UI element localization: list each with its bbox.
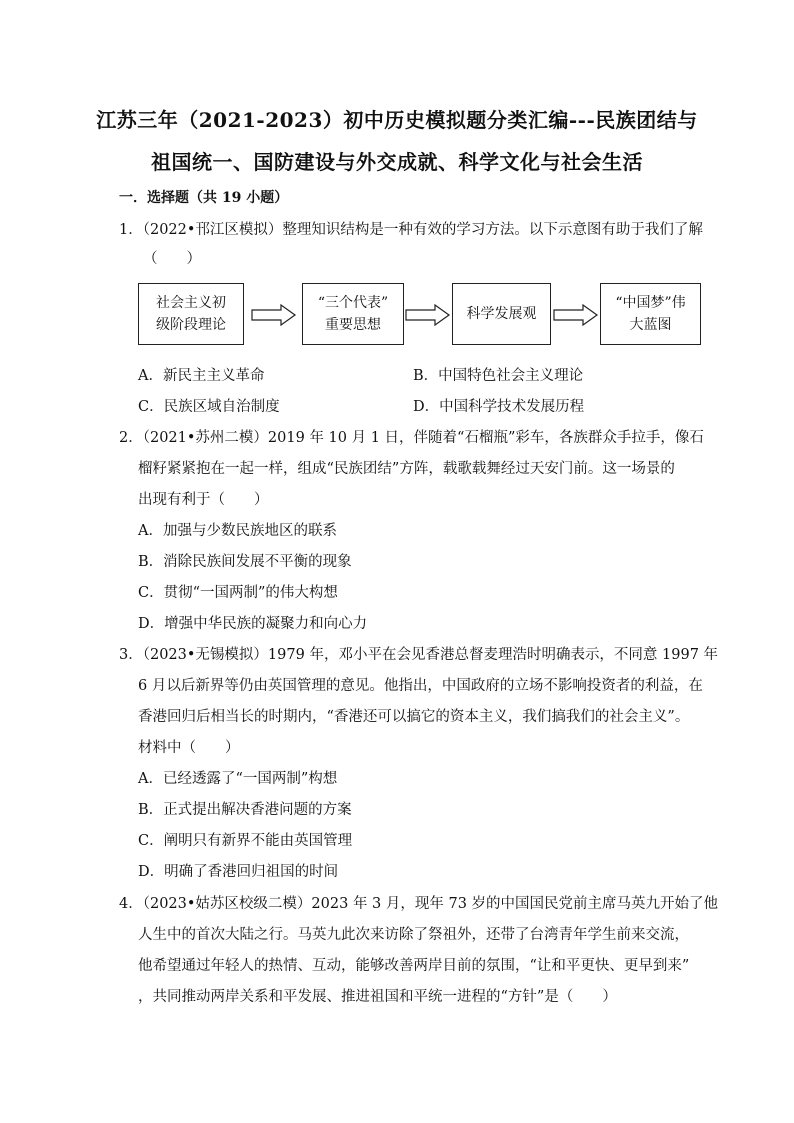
- q1-option-a: A．新民主主义革命: [138, 368, 265, 384]
- q4-stem-line-2: 人生中的首次大陆之行。马英九此次来访除了祭祖外，还带了台湾青年学生前来交流，: [138, 927, 689, 943]
- diagram-arrow-1: [251, 304, 297, 326]
- q3-option-a: A．已经透露了“一国两制”构想: [138, 771, 338, 787]
- diagram-box-4-line-1: “中国梦”伟: [615, 295, 686, 311]
- q3-option-b: B．正式提出解决香港问题的方案: [138, 802, 352, 818]
- diagram-box-4-line-2: 大蓝图: [629, 317, 672, 333]
- diagram-box-3: [452, 283, 551, 345]
- diagram-box-1-line-1: 社会主义初: [156, 295, 226, 311]
- diagram-box-2-line-2: 重要思想: [324, 317, 381, 333]
- q2-stem-line-3: 出现有利于（ ）: [138, 492, 269, 508]
- q1-stem-line-2: （ ）: [143, 251, 201, 267]
- document-title-line-2: 祖国统一、国防建设与外交成就、科学文化与社会生活: [151, 150, 643, 174]
- q1-option-b: B．中国特色社会主义理论: [413, 368, 584, 384]
- section-heading: 一．选择题（共 19 小题）: [119, 190, 289, 206]
- diagram-box-2: [302, 283, 404, 345]
- diagram-box-4: [600, 283, 701, 345]
- q2-option-b: B．消除民族间发展不平衡的现象: [138, 554, 352, 570]
- q1-option-c: C．民族区域自治制度: [138, 399, 280, 415]
- document-title-line-1: 江苏三年（2021-2023）初中历史模拟题分类汇编---民族团结与: [96, 108, 698, 132]
- q2-option-d: D．增强中华民族的凝聚力和向心力: [138, 616, 368, 632]
- q3-option-c: C．阐明只有新界不能由英国管理: [138, 833, 353, 849]
- q3-stem-line-2: 6 月以后新界等仍由英国管理的意见。他指出，中国政府的立场不影响投资者的利益，在: [138, 678, 703, 694]
- q4-stem-line-1: 4．（2023•姑苏区校级二模）2023 年 3 月，现年 73 岁的中国国民党前主席马英九开始了他: [119, 896, 719, 912]
- q4-stem-line-3: 他希望通过年轻人的热情、互动，能够改善两岸目前的氛围，“让和平更快、更早到来”: [138, 958, 690, 974]
- q3-option-d: D．明确了香港回归祖国的时间: [138, 864, 339, 880]
- q2-stem-line-2: 榴籽紧紧抱在一起一样，组成“民族团结”方阵，载歌载舞经过天安门前。这一场景的: [138, 461, 675, 477]
- diagram-box-2-line-1: “三个代表”: [317, 295, 389, 311]
- q2-stem-line-1: 2．（2021•苏州二模）2019 年 10 月 1 日，伴随着“石榴瓶”彩车，各族群众手拉手，像石: [119, 430, 704, 446]
- q2-option-c: C．贯彻“一国两制”的伟大构想: [138, 585, 338, 601]
- q4-stem-line-4: ，共同推动两岸关系和平发展、推进祖国和平统一进程的“方针”是（ ）: [138, 989, 617, 1005]
- diagram-arrow-2: [405, 304, 451, 326]
- q1-stem-line-1: 1．（2022•邗江区模拟）整理知识结构是一种有效的学习方法。以下示意图有助于我们了解: [119, 222, 703, 238]
- q3-stem-line-1: 3．（2023•无锡模拟）1979 年，邓小平在会见香港总督麦理浩时明确表示，不同意 1997 年: [119, 647, 719, 663]
- q2-option-a: A．加强与少数民族地区的联系: [138, 523, 337, 539]
- q3-stem-line-3: 香港回归后相当长的时期内，“香港还可以搞它的资本主义，我们搞我们的社会主义”。: [138, 709, 690, 725]
- diagram-box-1-line-2: 级阶段理论: [156, 317, 226, 333]
- diagram-box-3-label: 科学发展观: [466, 306, 537, 322]
- q3-stem-line-4: 材料中（ ）: [138, 740, 240, 756]
- diagram-arrow-3: [553, 304, 599, 326]
- q1-option-d: D．中国科学技术发展历程: [413, 399, 585, 415]
- diagram-box-1: [138, 283, 244, 345]
